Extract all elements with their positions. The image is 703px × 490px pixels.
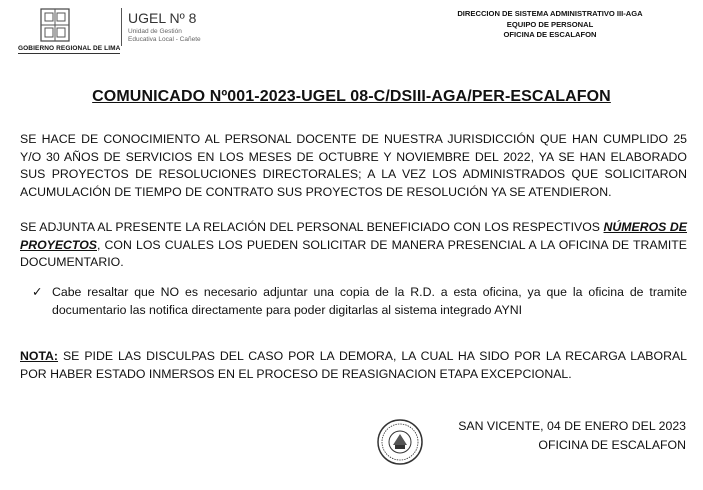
document-title: COMUNICADO Nº001-2023-UGEL 08-C/DSIII-AGA/PER-ESCALAFON xyxy=(92,88,611,105)
ugel-subtitle-line2: Educativa Local - Cañete xyxy=(128,36,201,43)
checkmark-icon: ✓ xyxy=(32,285,43,299)
office-header-line2: EQUIPO DE PERSONAL xyxy=(506,19,594,29)
office-header-line3: OFICINA DE ESCALAFON xyxy=(503,30,597,39)
place-date: SAN VICENTE, 04 DE ENERO DEL 2023 xyxy=(458,419,686,433)
gobierno-regional-logo xyxy=(18,6,128,58)
logo-caption: GOBIERNO REGIONAL DE LIMA xyxy=(18,45,121,52)
paragraph-attachment xyxy=(20,219,687,272)
project-numbers-emphasis: NÚMEROS DE PROYECTOS xyxy=(20,220,687,252)
note-label: NOTA: xyxy=(20,349,59,363)
paragraph-attachment-text: SE ADJUNTA AL PRESENTE LA RELACIÓN DEL PERSONAL BENEFICIADO CON LOS RESPECTIVOS xyxy=(20,220,604,234)
regional-emblem-icon xyxy=(40,8,70,42)
ugel-subtitle xyxy=(128,28,201,44)
note-text: SE PIDE LAS DISCULPAS DEL CASO POR LA DEMORA, LA CUAL HA SIDO POR LA RECARGA LABORAL POR HABER ESTADO INMERSOS EN EL PROCESO DE REASIGNACION ETAPA EXCEPCIONAL. xyxy=(20,349,687,381)
office-header xyxy=(430,9,670,41)
signature-office: OFICINA DE ESCALAFON xyxy=(538,438,686,452)
official-seal-icon xyxy=(376,418,424,466)
ugel-title: UGEL Nº 8 xyxy=(128,10,197,26)
paragraph-announcement: SE HACE DE CONOCIMIENTO AL PERSONAL DOCENTE DE NUESTRA JURISDICCIÓN QUE HAN CUMPLIDO 25 Y/O 30 AÑOS DE SERVICIOS EN LOS MESES DE OCTUBRE Y NOVIEMBRE DEL 2022, YA SE HAN ELABORADO SUS PROYECTOS DE RESOLUCIONES DIRECTORALES; A LA VEZ LOS ADMINISTRADOS QUE SOLICITARON ACUMULACIÓN DE TIEMPO DE CONTRATO SUS PROYECTOS DE RESOLUCIÓN YA SE ATENDIERON. xyxy=(20,132,687,199)
office-header-line1: DIRECCION DE SISTEMA ADMINISTRATIVO III-AGA xyxy=(457,9,643,18)
paragraph-attachment-tail: , CON LOS CUALES LOS PUEDEN SOLICITAR DE MANERA PRESENCIAL A LA OFICINA DE TRAMITE DOCUMENTARIO. xyxy=(20,237,687,269)
header-divider xyxy=(121,8,122,46)
check-item-text: Cabe resaltar que NO es necesario adjuntar una copia de la R.D. a esta oficina, ya que la oficina de tramite documentario las notifica directamente para poder digitarlas al sistema integrado AYNI xyxy=(52,285,687,317)
signature-block xyxy=(430,417,686,455)
ugel-subtitle-line1: Unidad de Gestión xyxy=(128,28,182,35)
note-paragraph xyxy=(20,347,687,383)
